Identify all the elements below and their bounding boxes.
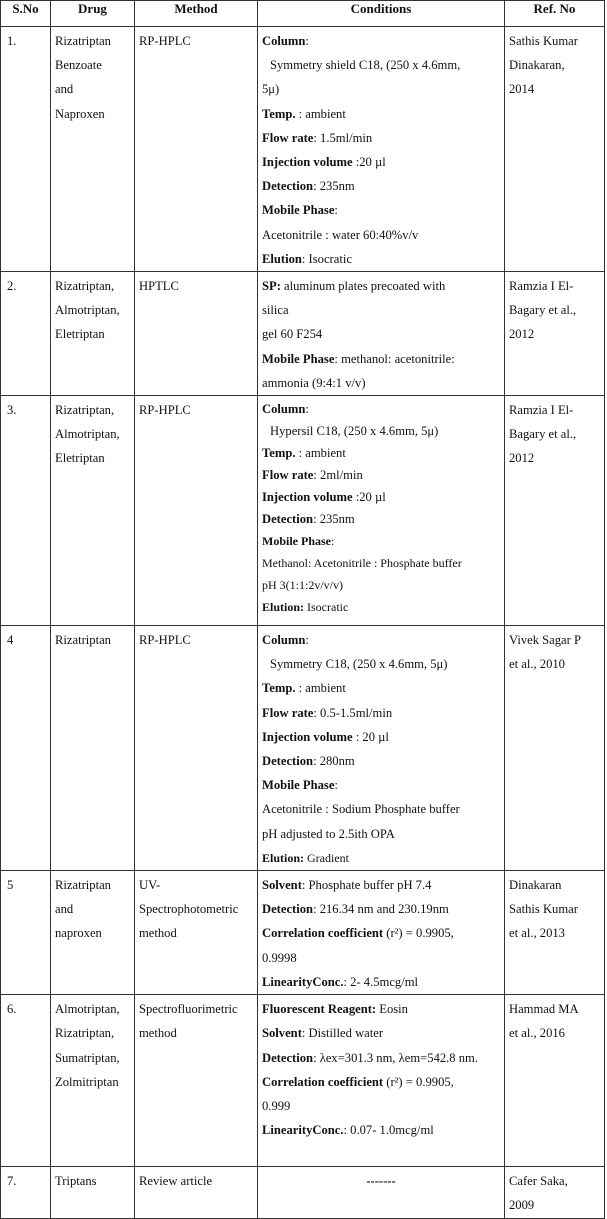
condition-label: Mobile Phase (262, 203, 335, 218)
condition-label: Elution: (262, 600, 305, 615)
condition-line (262, 223, 500, 247)
cell-conditions (258, 871, 505, 995)
condition-line (262, 773, 500, 797)
condition-line (262, 298, 500, 322)
condition-line (262, 198, 500, 222)
condition-value: Methanol: Acetonitrile : Phosphate buffer (262, 556, 462, 571)
condition-label: Flow rate (262, 705, 314, 720)
cell-drug-line: Almotriptan, (55, 427, 120, 442)
table-row (1, 995, 605, 1167)
cell-conditions (258, 27, 505, 272)
condition-value: : 2ml/min (313, 468, 363, 483)
condition-label: Injection volume (262, 729, 353, 744)
condition-line (262, 1118, 500, 1142)
condition-label: Mobile Phase (262, 778, 335, 793)
cell-ref (505, 396, 605, 626)
condition-value: Symmetry C18, (250 x 4.6mm, 5μ) (270, 657, 448, 672)
condition-value: : methanol: acetonitrile: (334, 351, 455, 366)
condition-label: Elution (262, 251, 302, 266)
condition-line (262, 897, 500, 921)
condition-value: :20 µl (352, 155, 386, 170)
cell-ref-line: Ramzia I El- (509, 403, 574, 418)
condition-line (262, 53, 500, 77)
cell-drug-line: Almotriptan, (55, 1002, 120, 1017)
cell-method-line: RP-HPLC (139, 34, 191, 48)
condition-line (262, 29, 500, 53)
condition-line (262, 873, 500, 897)
cell-drug-line: Eletriptan (55, 327, 105, 342)
condition-label: Solvent (262, 1026, 302, 1041)
cell-ref-line: Cafer Saka, (509, 1174, 568, 1189)
cell-ref-line: Ramzia I El- (509, 279, 574, 294)
condition-value: pH 3(1:1:2v/v/v) (262, 578, 343, 593)
cell-ref-line: Sathis Kumar (509, 34, 578, 48)
cell-drug (51, 626, 135, 871)
condition-line (262, 921, 500, 945)
condition-line (262, 420, 500, 442)
cell-conditions (258, 626, 505, 871)
cell-sno: 3. (1, 396, 51, 626)
cell-ref-line: et al., 2016 (509, 1026, 565, 1041)
cell-method-line: HPTLC (139, 279, 179, 294)
condition-value: : 235nm (313, 179, 355, 194)
condition-value: : ambient (295, 446, 346, 461)
condition-value: Symmetry shield C18, (250 x 4.6mm, (270, 58, 461, 73)
condition-line (262, 1021, 500, 1045)
condition-label: Injection volume (262, 490, 353, 505)
cell-conditions (258, 1167, 505, 1218)
condition-value: : λex=301.3 nm, λem=542.8 nm. (313, 1050, 478, 1065)
condition-value: 5μ) (262, 82, 280, 97)
condition-line (262, 797, 500, 821)
cell-sno: 7. (1, 1167, 51, 1218)
condition-line (262, 676, 500, 700)
cell-drug-line: Zolmitriptan (55, 1074, 119, 1089)
cell-method-line: Spectrophotometric (139, 902, 239, 917)
cell-ref-line: 2012 (509, 451, 535, 466)
cell-method (135, 626, 258, 871)
condition-line (262, 822, 500, 846)
cell-ref-line: 2009 (509, 1198, 535, 1213)
table-row (1, 272, 605, 396)
condition-line (262, 126, 500, 150)
condition-label: Fluorescent Reagent: (262, 1002, 377, 1017)
cell-method (135, 272, 258, 396)
condition-value: pH adjusted to 2.5ith OPA (262, 826, 395, 841)
cell-ref (505, 995, 605, 1167)
condition-value: : (305, 402, 309, 417)
header-method: Method (135, 1, 258, 27)
condition-value: Eosin (376, 1002, 408, 1017)
condition-line (262, 322, 500, 346)
condition-line (262, 552, 500, 574)
cell-drug-line: and (55, 902, 74, 917)
condition-value: : (331, 534, 335, 549)
condition-label: SP: (262, 279, 281, 294)
condition-value: : (334, 203, 338, 218)
cell-drug-line: Rizatriptan, (55, 1026, 115, 1041)
condition-line (262, 946, 500, 970)
condition-line (262, 247, 500, 271)
condition-line (262, 77, 500, 101)
condition-line (262, 486, 500, 508)
cell-method (135, 871, 258, 995)
condition-label: Temp. (262, 446, 296, 461)
condition-label: Detection (262, 754, 314, 769)
cell-drug-line: Sumatriptan, (55, 1050, 120, 1065)
condition-value: Acetonitrile : water 60:40%v/v (262, 227, 419, 242)
condition-value: (r²) = 0.9905, (383, 1074, 454, 1089)
condition-line (262, 574, 500, 596)
condition-line (262, 530, 500, 552)
condition-value: Hypersil C18, (250 x 4.6mm, 5μ) (270, 424, 439, 439)
condition-value: : 235nm (313, 512, 355, 527)
table-header-row (1, 1, 605, 27)
condition-line (262, 398, 500, 420)
cell-conditions (258, 396, 505, 626)
cell-ref (505, 626, 605, 871)
table-row (1, 27, 605, 272)
header-sno: S.No (1, 1, 51, 27)
cell-method (135, 995, 258, 1167)
cell-drug (51, 1167, 135, 1218)
cell-drug (51, 27, 135, 272)
condition-value: Acetonitrile : Sodium Phosphate buffer (262, 802, 460, 817)
cell-drug (51, 396, 135, 626)
condition-line (262, 997, 500, 1021)
header-ref: Ref. No (505, 1, 605, 27)
condition-value: : Phosphate buffer pH 7.4 (301, 878, 432, 893)
condition-label: Injection volume (262, 155, 353, 170)
condition-value: ammonia (9:4:1 v/v) (262, 375, 366, 390)
cell-conditions (258, 995, 505, 1167)
cell-ref-line: Sathis Kumar (509, 902, 578, 917)
cell-method-line: Review article (139, 1174, 213, 1189)
table-row (1, 396, 605, 626)
condition-label: Solvent (262, 878, 302, 893)
cell-conditions (258, 272, 505, 396)
condition-value: 0.999 (262, 1098, 291, 1113)
condition-line (262, 442, 500, 464)
cell-ref-line: Bagary et al., (509, 303, 577, 318)
cell-ref (505, 272, 605, 396)
condition-line (262, 347, 500, 371)
condition-label: Mobile Phase (262, 534, 331, 549)
cell-drug-line: Eletriptan (55, 451, 105, 466)
condition-line (262, 970, 500, 994)
condition-label: ------- (366, 1174, 396, 1189)
condition-value: : (334, 778, 338, 793)
condition-line (262, 652, 500, 676)
condition-label: Detection (262, 512, 314, 527)
condition-line (262, 464, 500, 486)
condition-line (262, 174, 500, 198)
cell-ref-line: 2014 (509, 82, 535, 97)
condition-label: LinearityConc. (262, 974, 344, 989)
cell-drug-line: Benzoate (55, 58, 102, 73)
condition-value: : Isocratic (301, 251, 352, 266)
condition-value: (r²) = 0.9905, (383, 926, 454, 941)
condition-value: :20 µl (352, 490, 386, 505)
condition-value: : 2- 4.5mcg/ml (343, 974, 419, 989)
condition-label: Column (262, 34, 306, 48)
header-conditions: Conditions (258, 1, 505, 27)
cell-method-line: method (139, 1026, 177, 1041)
condition-line (262, 846, 500, 870)
cell-drug-line: Almotriptan, (55, 303, 120, 318)
condition-value: aluminum plates precoated with (280, 279, 446, 294)
cell-method-line: method (139, 926, 177, 941)
condition-label: Column (262, 633, 306, 648)
cell-ref (505, 1167, 605, 1218)
header-drug: Drug (51, 1, 135, 27)
cell-ref (505, 27, 605, 272)
condition-line (262, 102, 500, 126)
condition-line (262, 150, 500, 174)
condition-value: Gradient (304, 850, 349, 865)
cell-drug-line: Rizatriptan, (55, 279, 115, 294)
condition-value: : Distilled water (301, 1026, 384, 1041)
condition-label: LinearityConc. (262, 1123, 344, 1138)
cell-sno: 5 (1, 871, 51, 995)
condition-label: Correlation coefficient (262, 926, 384, 941)
condition-label: Column (262, 402, 306, 417)
condition-line (262, 628, 500, 652)
cell-drug-line: naproxen (55, 926, 102, 941)
condition-value: : 1.5ml/min (313, 130, 373, 145)
condition-label: Elution: (262, 850, 305, 865)
cell-ref-line: et al., 2010 (509, 657, 565, 672)
cell-sno: 6. (1, 995, 51, 1167)
table-row (1, 871, 605, 995)
cell-ref (505, 871, 605, 995)
cell-ref-line: Vivek Sagar P (509, 633, 581, 648)
cell-drug-line: Triptans (55, 1174, 97, 1189)
cell-drug-line: and (55, 82, 74, 97)
cell-drug (51, 871, 135, 995)
condition-label: Detection (262, 1050, 314, 1065)
condition-line (262, 1046, 500, 1070)
cell-drug-line: Naproxen (55, 106, 105, 121)
cell-sno: 2. (1, 272, 51, 396)
cell-sno: 4 (1, 626, 51, 871)
condition-line (262, 749, 500, 773)
condition-line (262, 1070, 500, 1094)
condition-line (262, 274, 500, 298)
condition-label: Correlation coefficient (262, 1074, 384, 1089)
cell-ref-line: 2012 (509, 327, 535, 342)
cell-method (135, 396, 258, 626)
cell-drug-line: Rizatriptan (55, 34, 111, 48)
condition-value: : (305, 34, 309, 48)
condition-value: : ambient (295, 106, 346, 121)
condition-line (262, 508, 500, 530)
cell-ref-line: Dinakaran (509, 878, 562, 893)
cell-drug-line: Rizatriptan (55, 633, 111, 648)
table-row (1, 626, 605, 871)
condition-value: silica (262, 303, 289, 318)
cell-method-line: RP-HPLC (139, 403, 191, 418)
condition-value: : (305, 633, 309, 648)
condition-label: Flow rate (262, 130, 314, 145)
cell-sno: 1. (1, 27, 51, 272)
cell-ref-line: Dinakaran, (509, 58, 565, 73)
condition-value: Isocratic (304, 600, 349, 615)
table-row (1, 1167, 605, 1218)
condition-line (262, 1094, 500, 1118)
condition-value: : 280nm (313, 754, 355, 769)
condition-line (262, 725, 500, 749)
cell-method-line: RP-HPLC (139, 633, 191, 648)
condition-line (262, 371, 500, 395)
cell-ref-line: Hammad MA (509, 1002, 579, 1017)
condition-value: : 216.34 nm and 230.19nm (313, 902, 449, 917)
cell-method (135, 1167, 258, 1218)
cell-drug (51, 272, 135, 396)
condition-label: Temp. (262, 106, 296, 121)
condition-label: Detection (262, 179, 314, 194)
cell-ref-line: Bagary et al., (509, 427, 577, 442)
condition-value: 0.9998 (262, 950, 297, 965)
condition-label: Detection (262, 902, 314, 917)
condition-value: : ambient (295, 681, 346, 696)
cell-ref-line: et al., 2013 (509, 926, 565, 941)
cell-drug (51, 995, 135, 1167)
condition-value: : 20 µl (352, 729, 389, 744)
condition-line (262, 596, 500, 618)
cell-drug-line: Rizatriptan (55, 878, 111, 893)
cell-method-line: Spectrofluorimetric (139, 1002, 238, 1017)
condition-label: Flow rate (262, 468, 314, 483)
cell-drug-line: Rizatriptan, (55, 403, 115, 418)
cell-method (135, 27, 258, 272)
condition-label: Temp. (262, 681, 296, 696)
condition-value: : 0.5-1.5ml/min (313, 705, 393, 720)
condition-line (262, 701, 500, 725)
condition-value: gel 60 F254 (262, 327, 323, 342)
condition-label: Mobile Phase (262, 351, 335, 366)
condition-line (262, 1169, 500, 1193)
condition-value: : 0.07- 1.0mcg/ml (343, 1123, 434, 1138)
cell-method-line: UV- (139, 878, 161, 893)
